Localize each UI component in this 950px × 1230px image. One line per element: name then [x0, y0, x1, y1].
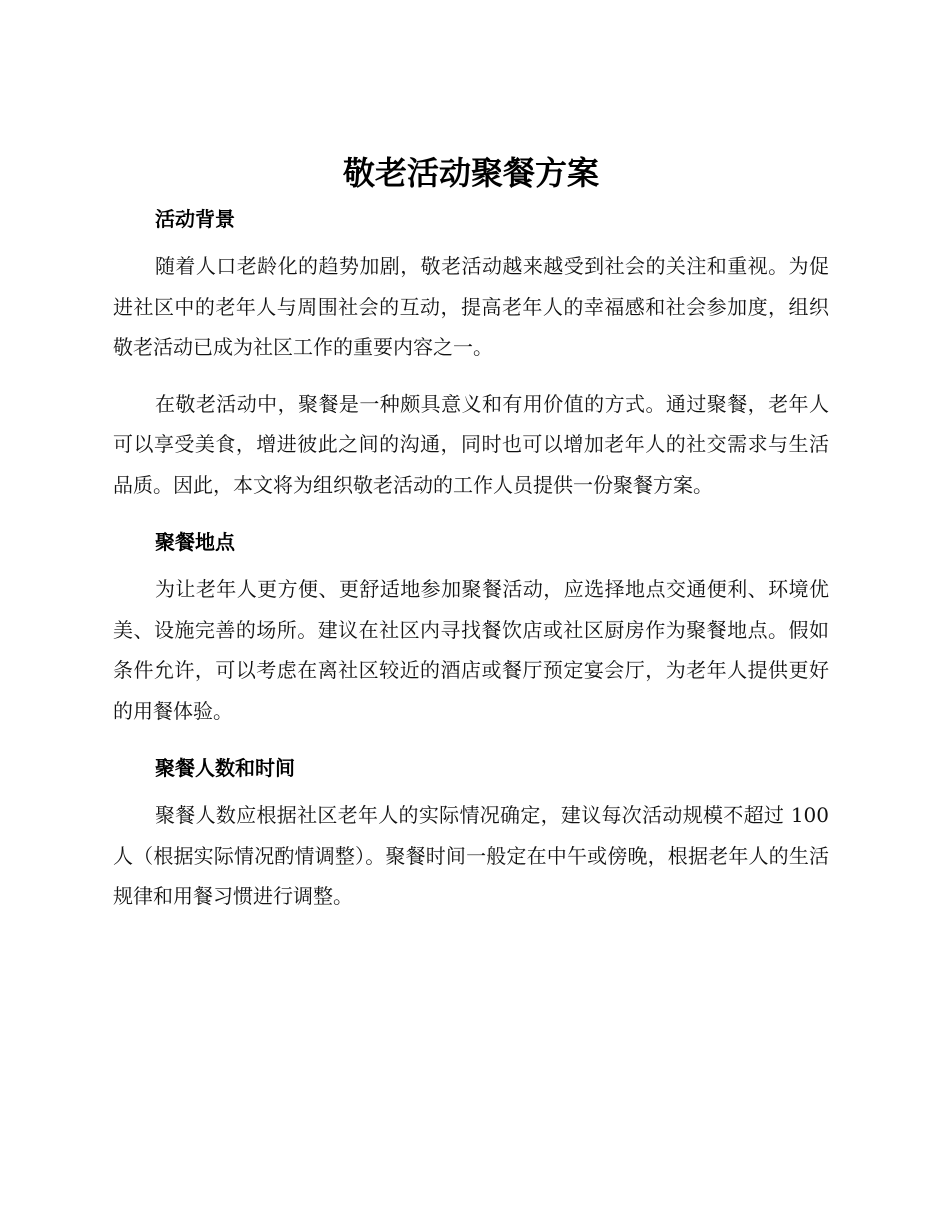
paragraph: 聚餐人数应根据社区老年人的实际情况确定，建议每次活动规模不超过 100 人（根据实际情况酌情调整）。聚餐时间一般定在中午或傍晚，根据老年人的生活规律和用餐习惯进行调整。 — [113, 803, 829, 908]
paragraph: 在敬老活动中，聚餐是一种颇具意义和有用价值的方式。通过聚餐，老年人可以享受美食，增进彼此之间的沟通，同时也可以增加老年人的社交需求与生活品质。因此，本文将为组织敬老活动的工作人员提供一份聚餐方案。 — [113, 391, 829, 497]
section-heading-venue: 聚餐地点 — [155, 530, 235, 554]
section-heading-attendance-time: 聚餐人数和时间 — [155, 756, 295, 780]
paragraph: 为让老年人更方便、更舒适地参加聚餐活动，应选择地点交通便利、环境优美、设施完善的场所。建议在社区内寻找餐饮店或社区厨房作为聚餐地点。假如条件允许，可以考虑在离社区较近的酒店或餐厅预定宴会厅，为老年人提供更好的用餐体验。 — [113, 577, 829, 723]
paragraph: 随着人口老龄化的趋势加剧，敬老活动越来越受到社会的关注和重视。为促进社区中的老年人与周围社会的互动，提高老年人的幸福感和社会参加度，组织敬老活动已成为社区工作的重要内容之一。 — [113, 254, 829, 359]
document-title: 敬老活动聚餐方案 — [342, 154, 599, 192]
section-heading-background: 活动背景 — [155, 207, 235, 231]
document-body — [113, 150, 829, 917]
